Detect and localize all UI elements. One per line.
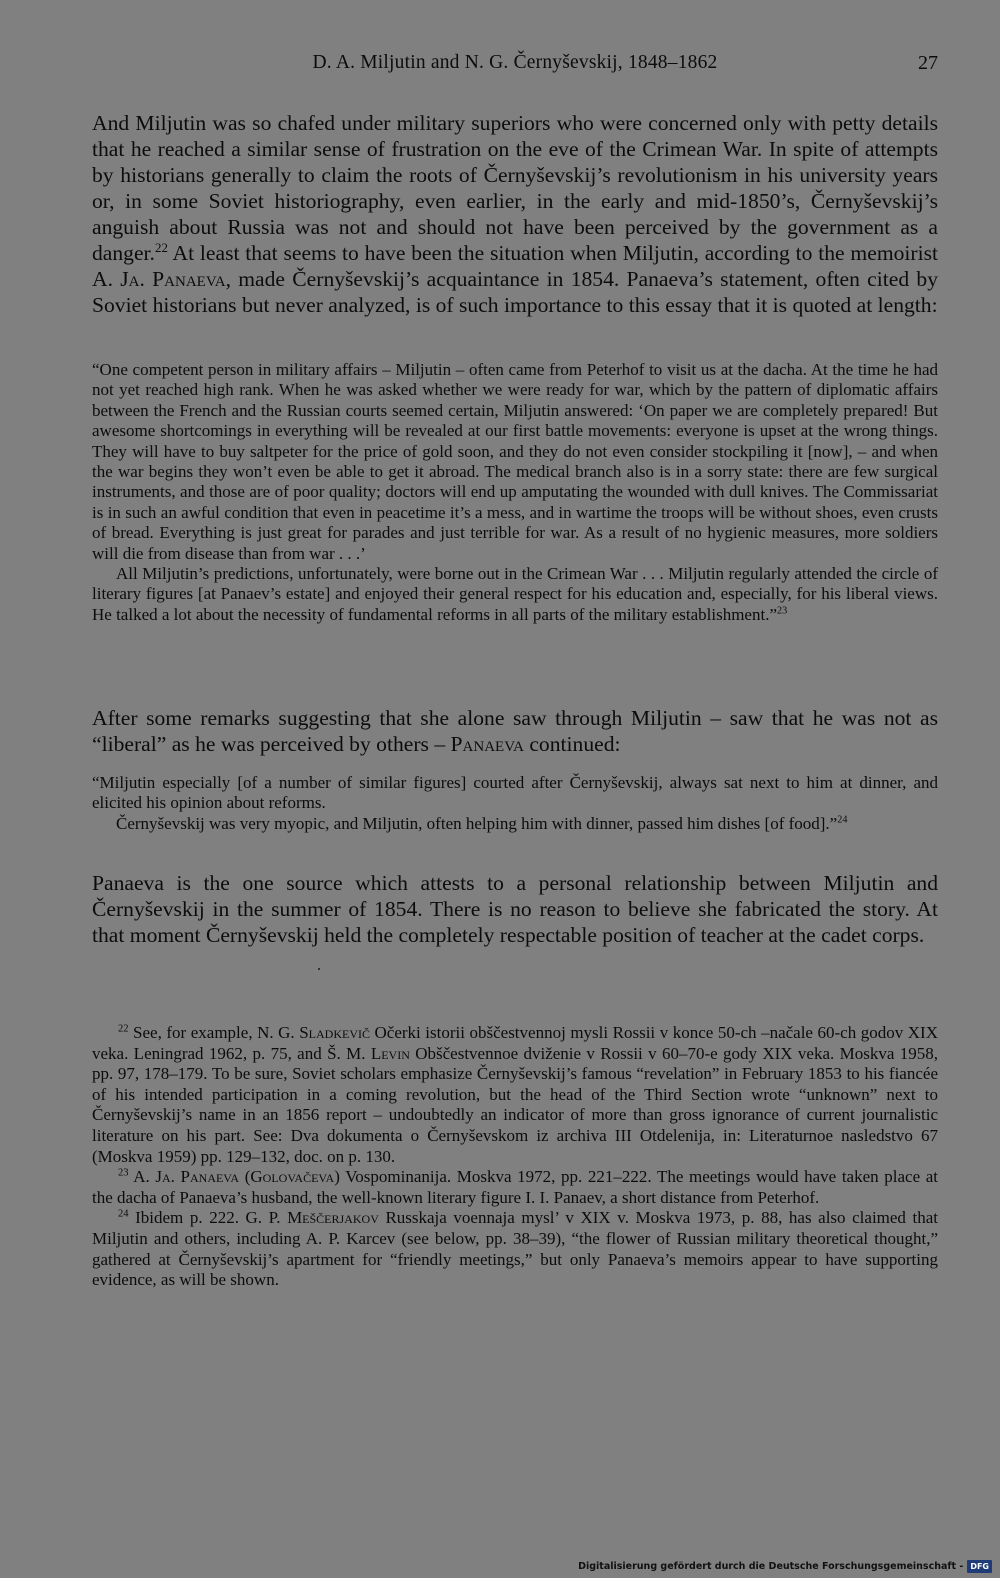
- author-name: Meščerjakov: [287, 1208, 379, 1228]
- author-name: Sladkevič: [299, 1023, 370, 1042]
- scan-speck: [318, 968, 320, 970]
- text-run: Vospominanija. Moskva 1972, pp. 221–222. The meetings would have taken place at the dacha of Panaeva’s husband, the well-known literary figure I. I. Panaev, a short distance from Peterhof.: [92, 1167, 939, 1207]
- footnotes: [92, 1023, 938, 1291]
- block-quote-1: [92, 360, 938, 625]
- running-head: [92, 52, 938, 82]
- body-paragraph-2: [92, 705, 938, 757]
- text-run: At least that seems to have been the situation when Miljutin, according to the memoirist A.: [92, 241, 938, 291]
- text-run: And Miljutin was so chafed under military superiors who were concerned only with petty details that he reached a similar sense of frustration on the eve of the Crimean War. In spite of attempts by historians generally to claim the roots of Černyševskij’s revolutionism in his university years or, in some Soviet historiography, even earlier, in the early and mid-1850’s, Černyševskij’s anguish about Russia was not and should not have been perceived by the government as a danger.: [92, 111, 938, 265]
- author-name: Panaeva: [450, 732, 524, 756]
- text-run: Ibidem p. 222. G. P.: [128, 1208, 288, 1228]
- text-run: , made Černyševskij’s acquaintance in 1854. Panaeva’s statement, often cited by Soviet historians but never analyzed, is of such importance to this essay that it is quoted at length:: [92, 267, 939, 317]
- quote-paragraph: “Miljutin especially [of a number of similar figures] courted after Černyševskij, always sat next to him at dinner, and elicited his opinion about reforms.: [92, 773, 938, 813]
- funding-credit: [578, 1558, 992, 1574]
- credit-text: Digitalisierung gefördert durch die Deutsche Forschungsgemeinschaft -: [578, 1560, 964, 1572]
- text-run: Russkaja voennaja mysl’ v XIX v. Moskva 1973, p. 88, has also claimed that Miljutin and others, including A. P. Karcev (see below, pp. 38–39), “the flower of Russian military theoretical thought,” gathered at Černyševskij’s apartment for “friendly meetings,” but only Panaeva’s memoirs appear to have supporting evidence, as will be shown.: [92, 1208, 939, 1290]
- author-name: Levin: [370, 1043, 410, 1063]
- text-run: continued:: [523, 732, 621, 756]
- page-number: 27: [918, 52, 938, 74]
- text-run: Očerki istorii obščestvennoj mysli Rossii v konce 50-ch –načale 60-ch godov XIX veka. Leningrad 1962, p. 75, and Š. M.: [92, 1023, 938, 1063]
- footnote-23: [92, 1167, 938, 1208]
- text-run: After some remarks suggesting that she alone saw through Miljutin – saw that he was not as “liberal” as he was perceived by others –: [92, 706, 938, 756]
- footnote-ref-22[interactable]: 22: [154, 239, 168, 255]
- text-run: Černyševskij was very myopic, and Miljutin, often helping him with dinner, passed him dishes [of food].”: [116, 813, 838, 833]
- footnote-number: 22: [118, 1023, 129, 1035]
- block-quote-2: [92, 773, 938, 834]
- text-run: Obščestvennoe dviženie v Rossii v 60–70-e gody XIX veka. Moskva 1958, pp. 97, 178–179. To be sure, Soviet scholars emphasize Černyševskij’s famous “revelation” in February 1853 to his fiancée of his intended participation in a coming revolution, but the head of the Third Section wrote “unknown” next to Černyševskij’s name in an 1856 report – undoubtedly an indicator of more than gross ignorance of current journalistic literature on his part. See: Dva dokumenta o Černyševskom iz archiva III Otdelenija, in: Literaturnoe nasledstvo 67 (Moskva 1959) pp. 129–132, doc. on p. 130.: [92, 1043, 938, 1166]
- footnote-number: 24: [118, 1208, 129, 1220]
- footnote-24: [92, 1208, 938, 1290]
- text-run: All Miljutin’s predictions, unfortunately, were borne out in the Crimean War . . . Miljutin regularly attended the circle of literary figures [at Panaev’s estate] and enjoyed their general respect for his education and, especially, for his liberal views. He talked a lot about the necessity of fundamental reforms in all parts of the military establishment.”: [92, 564, 938, 624]
- dfg-logo-icon: DFG: [967, 1560, 992, 1573]
- running-title: D. A. Miljutin and N. G. Černyševskij, 1848–1862: [312, 52, 718, 73]
- footnote-ref-23[interactable]: 23: [777, 605, 788, 617]
- body-paragraph-3: Panaeva is the one source which attests to a personal relationship between Miljutin and Černyševskij in the summer of 1854. There is no reason to believe she fabricated the story. At that moment Černyševskij held the completely respectable position of teacher at the cadet corps.: [92, 871, 938, 947]
- body-paragraph-1: [92, 110, 938, 318]
- quote-paragraph: [92, 564, 938, 625]
- footnote-22: [92, 1023, 938, 1167]
- quote-paragraph: “One competent person in military affairs – Miljutin – often came from Peterhof to visit us at the dacha. At the time he had not yet reached high rank. When he was asked whether we were ready for war, which by the pattern of diplomatic affairs between the French and the Russian courts seemed certain, Miljutin answered: ‘On paper we are completely prepared! But awesome shortcomings in everything will be revealed at our first battle movements: everyone is upset at the wrong things. They will have to buy saltpeter for the price of gold soon, and they do not even consider stockpiling it [now], – and when the war begins they won’t even be able to get it abroad. The medical branch also is in a sorry state: there are few surgical instruments, and those are of poor quality; doctors will end up amputating the wounded with dull knives. The Commissariat is in such an awful condition that even in peacetime it’s a mess, and in wartime the troops will be without shoes, even crusts of bread. Everything is just great for parades and just terrible for war. As a result of no hygienic measures, more soldiers will die from disease than from war . . .’: [92, 360, 938, 563]
- text-run: A.: [128, 1167, 156, 1187]
- text-run: See, for example, N. G.: [128, 1023, 300, 1042]
- author-name: Ja. Panaeva: [120, 267, 226, 291]
- quote-paragraph: [92, 814, 938, 834]
- author-name: Ja. Panaeva (Golovačeva): [155, 1167, 340, 1187]
- footnote-ref-24[interactable]: 24: [837, 814, 848, 826]
- footnote-number: 23: [118, 1167, 129, 1179]
